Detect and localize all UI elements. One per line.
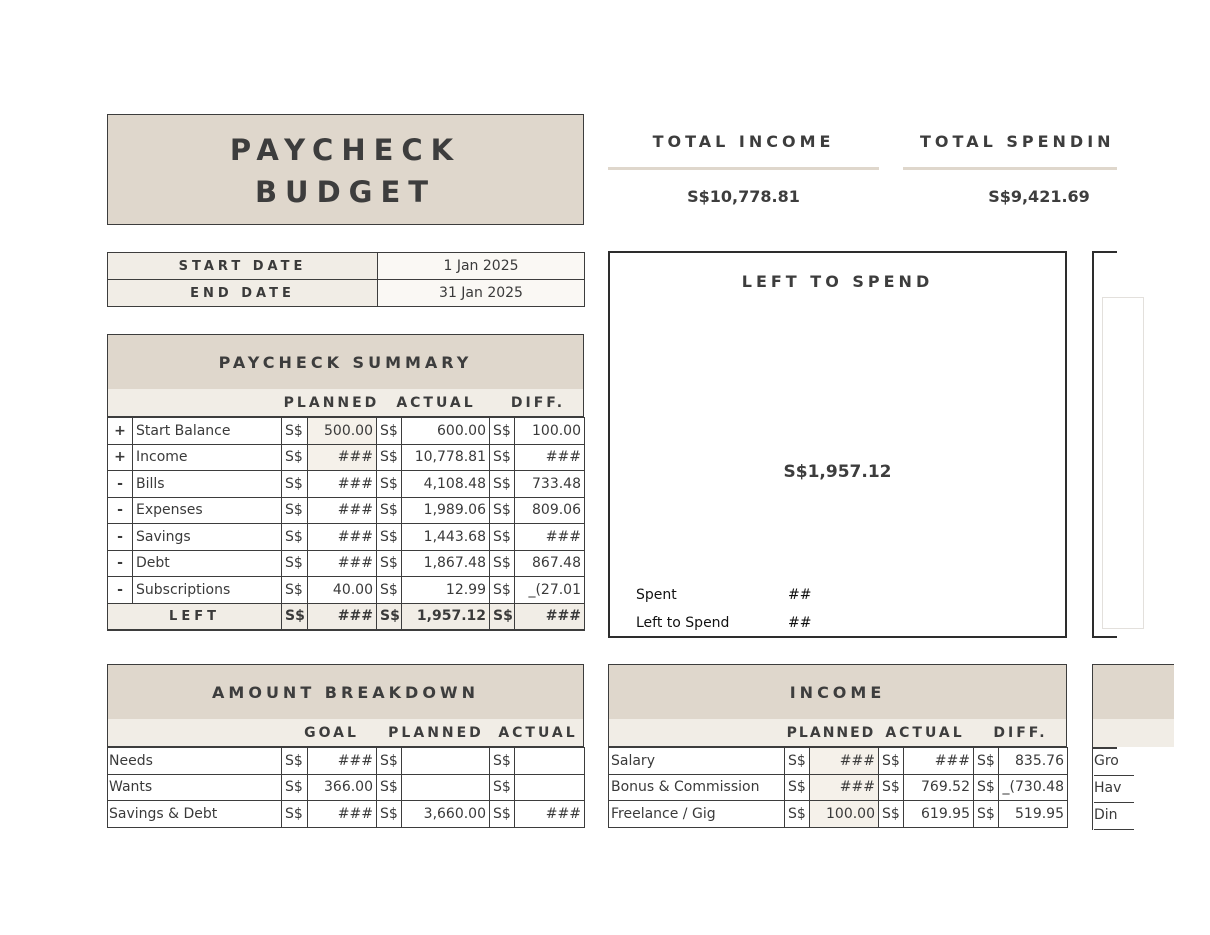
currency-symbol: S$ <box>974 748 999 775</box>
end-date-value[interactable]: 31 Jan 2025 <box>378 280 585 307</box>
planned-value <box>402 748 490 775</box>
row-label: Debt <box>133 550 282 577</box>
currency-symbol: S$ <box>282 774 308 801</box>
currency-symbol: S$ <box>974 801 999 828</box>
actual-value: 10,778.81 <box>402 444 490 471</box>
row-sign: - <box>108 524 133 551</box>
breakdown-col-planned: PLANNED <box>388 725 484 741</box>
row-label: Wants <box>108 774 282 801</box>
diff-value: 100.00 <box>515 418 585 445</box>
planned-value[interactable]: ### <box>308 524 377 551</box>
date-range-table <box>107 252 585 307</box>
amount-breakdown-table <box>107 747 585 828</box>
income-col-diff: DIFF. <box>993 725 1048 741</box>
total-planned: ### <box>308 603 377 630</box>
currency-symbol: S$ <box>377 524 402 551</box>
table-row <box>108 748 585 775</box>
diff-value: ### <box>515 444 585 471</box>
table-row <box>609 748 1068 775</box>
total-spending-value: S$9,421.69 <box>988 187 1090 206</box>
diff-value: 835.76 <box>999 748 1068 775</box>
actual-value: 1,989.06 <box>402 497 490 524</box>
left-to-spend-value: S$1,957.12 <box>783 462 892 482</box>
legend-spent-label: Spent <box>636 587 677 603</box>
income-title: INCOME <box>789 683 886 702</box>
income-header <box>608 664 1067 720</box>
diff-value: 519.95 <box>999 801 1068 828</box>
page-title-line2: BUDGET <box>254 175 437 209</box>
currency-symbol: S$ <box>377 418 402 445</box>
income-col-planned: PLANNED <box>786 725 876 741</box>
partial-inner-frame <box>1102 297 1144 629</box>
currency-symbol: S$ <box>490 497 515 524</box>
planned-value[interactable]: ### <box>308 444 377 471</box>
currency-symbol: S$ <box>490 550 515 577</box>
row-sign: - <box>108 471 133 498</box>
table-row <box>108 497 585 524</box>
table-row <box>108 524 585 551</box>
actual-value: ### <box>904 748 974 775</box>
paycheck-summary-header <box>107 334 584 390</box>
row-label: Salary <box>609 748 785 775</box>
planned-value[interactable]: ### <box>308 471 377 498</box>
diff-value: 809.06 <box>515 497 585 524</box>
currency-symbol: S$ <box>377 801 402 828</box>
row-label: Expenses <box>133 497 282 524</box>
planned-value <box>402 774 490 801</box>
row-label: Bills <box>133 471 282 498</box>
summary-col-planned: PLANNED <box>283 395 380 411</box>
left-to-spend-title: LEFT TO SPEND <box>741 272 934 291</box>
table-row <box>108 444 585 471</box>
start-date-label: START DATE <box>108 253 378 280</box>
currency-symbol: S$ <box>377 774 402 801</box>
currency-symbol: S$ <box>490 471 515 498</box>
amount-breakdown-columns <box>107 719 584 748</box>
planned-value[interactable]: ### <box>308 550 377 577</box>
currency-symbol: S$ <box>490 801 515 828</box>
currency-symbol: S$ <box>377 444 402 471</box>
row-label: Start Balance <box>133 418 282 445</box>
currency-symbol: S$ <box>282 550 308 577</box>
row-sign: - <box>108 550 133 577</box>
summary-col-diff: DIFF. <box>510 395 566 411</box>
actual-value: 769.52 <box>904 774 974 801</box>
planned-value[interactable]: 100.00 <box>810 801 879 828</box>
total-income-label: TOTAL INCOME <box>652 132 835 151</box>
breakdown-col-actual: ACTUAL <box>498 725 578 741</box>
actual-value: 619.95 <box>904 801 974 828</box>
table-row <box>609 774 1068 801</box>
total-income-divider <box>608 167 879 170</box>
total-spending-divider <box>903 167 1117 170</box>
partial-row-0: Gro <box>1094 753 1134 776</box>
currency-symbol: S$ <box>282 603 308 630</box>
row-label: Needs <box>108 748 282 775</box>
currency-symbol: S$ <box>282 444 308 471</box>
legend-left-value: ## <box>788 615 812 631</box>
actual-value: ### <box>515 801 585 828</box>
total-income-value: S$10,778.81 <box>687 187 800 206</box>
actual-value: 1,443.68 <box>402 524 490 551</box>
paycheck-summary-title: PAYCHECK SUMMARY <box>218 353 473 372</box>
goal-value[interactable]: ### <box>308 748 377 775</box>
currency-symbol: S$ <box>490 418 515 445</box>
total-diff: ### <box>515 603 585 630</box>
total-label: LEFT <box>108 603 282 630</box>
partial-right-subheader <box>1092 719 1174 747</box>
title-block <box>107 114 584 225</box>
table-row <box>108 550 585 577</box>
total-spending-card <box>903 128 1117 212</box>
diff-value: 733.48 <box>515 471 585 498</box>
actual-value: 12.99 <box>402 577 490 604</box>
table-row <box>108 774 585 801</box>
table-row <box>108 801 585 828</box>
end-date-label: END DATE <box>108 280 378 307</box>
actual-value <box>515 748 585 775</box>
goal-value[interactable]: ### <box>308 801 377 828</box>
partial-right-rows <box>1092 747 1122 830</box>
currency-symbol: S$ <box>879 774 904 801</box>
currency-symbol: S$ <box>785 774 810 801</box>
income-table <box>608 747 1068 828</box>
currency-symbol: S$ <box>282 577 308 604</box>
currency-symbol: S$ <box>377 603 402 630</box>
legend-spent-value: ## <box>788 587 812 603</box>
currency-symbol: S$ <box>785 801 810 828</box>
currency-symbol: S$ <box>785 748 810 775</box>
row-sign: + <box>108 444 133 471</box>
currency-symbol: S$ <box>490 603 515 630</box>
currency-symbol: S$ <box>282 801 308 828</box>
planned-value[interactable]: ### <box>308 497 377 524</box>
partial-row-1: Hav <box>1094 780 1134 803</box>
currency-symbol: S$ <box>879 801 904 828</box>
table-row <box>108 577 585 604</box>
currency-symbol: S$ <box>282 497 308 524</box>
planned-value[interactable]: 500.00 <box>308 418 377 445</box>
actual-value: 4,108.48 <box>402 471 490 498</box>
income-col-actual: ACTUAL <box>885 725 965 741</box>
currency-symbol: S$ <box>974 774 999 801</box>
currency-symbol: S$ <box>490 748 515 775</box>
total-income-card <box>608 128 879 212</box>
currency-symbol: S$ <box>377 471 402 498</box>
row-label: Freelance / Gig <box>609 801 785 828</box>
currency-symbol: S$ <box>377 550 402 577</box>
row-sign: - <box>108 577 133 604</box>
row-sign: + <box>108 418 133 445</box>
row-label: Subscriptions <box>133 577 282 604</box>
row-label: Savings <box>133 524 282 551</box>
diff-value: _(730.48 <box>999 774 1068 801</box>
legend-left-label: Left to Spend <box>636 615 730 631</box>
total-spending-label: TOTAL SPENDIN <box>920 132 1115 151</box>
row-label: Savings & Debt <box>108 801 282 828</box>
start-date-value[interactable]: 1 Jan 2025 <box>378 253 585 280</box>
planned-value[interactable]: 40.00 <box>308 577 377 604</box>
partial-right-panel <box>1092 251 1117 638</box>
row-label: Bonus & Commission <box>609 774 785 801</box>
amount-breakdown-title: AMOUNT BREAKDOWN <box>212 683 479 702</box>
page-title-line1: PAYCHECK <box>229 133 462 167</box>
currency-symbol: S$ <box>282 748 308 775</box>
amount-breakdown-header <box>107 664 584 720</box>
row-sign: - <box>108 497 133 524</box>
currency-symbol: S$ <box>377 497 402 524</box>
paycheck-summary-table <box>107 417 585 631</box>
currency-symbol: S$ <box>377 748 402 775</box>
summary-col-actual: ACTUAL <box>396 395 476 411</box>
currency-symbol: S$ <box>490 444 515 471</box>
planned-value[interactable]: ### <box>810 748 879 775</box>
diff-value: 867.48 <box>515 550 585 577</box>
paycheck-summary-columns <box>107 389 584 418</box>
currency-symbol: S$ <box>377 577 402 604</box>
currency-symbol: S$ <box>490 774 515 801</box>
currency-symbol: S$ <box>282 524 308 551</box>
table-row <box>108 471 585 498</box>
planned-value[interactable]: ### <box>810 774 879 801</box>
actual-value <box>515 774 585 801</box>
currency-symbol: S$ <box>879 748 904 775</box>
currency-symbol: S$ <box>282 418 308 445</box>
goal-value[interactable]: 366.00 <box>308 774 377 801</box>
partial-right-header <box>1092 664 1174 720</box>
diff-value: ### <box>515 524 585 551</box>
diff-value: _(27.01 <box>515 577 585 604</box>
table-row <box>108 418 585 445</box>
currency-symbol: S$ <box>282 471 308 498</box>
summary-total-row <box>108 603 585 630</box>
table-row <box>609 801 1068 828</box>
currency-symbol: S$ <box>490 524 515 551</box>
left-to-spend-panel <box>608 251 1067 638</box>
actual-value: 600.00 <box>402 418 490 445</box>
planned-value: 3,660.00 <box>402 801 490 828</box>
total-actual: 1,957.12 <box>402 603 490 630</box>
breakdown-col-goal: GOAL <box>304 725 359 741</box>
partial-row-2: Din <box>1094 807 1134 830</box>
currency-symbol: S$ <box>490 577 515 604</box>
income-columns <box>608 719 1067 748</box>
actual-value: 1,867.48 <box>402 550 490 577</box>
row-label: Income <box>133 444 282 471</box>
